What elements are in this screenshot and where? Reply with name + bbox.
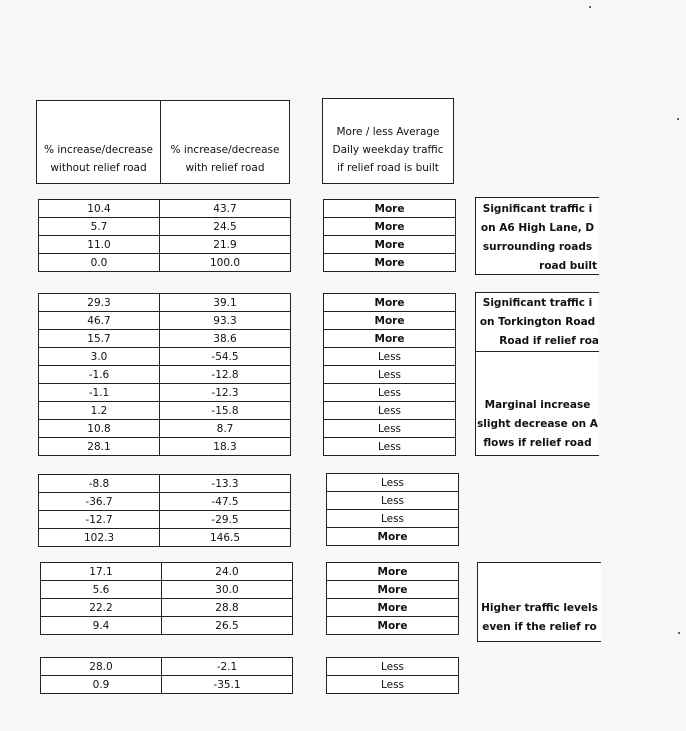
- more-less-cell: Less: [327, 474, 459, 492]
- note-line: Marginal increase: [484, 399, 591, 411]
- more-less-cell: Less: [324, 384, 456, 402]
- table-row: [324, 330, 456, 348]
- with-cell: 24.0: [162, 563, 293, 581]
- table-row: [324, 254, 456, 272]
- more-less-cell: More: [324, 312, 456, 330]
- table-row: [39, 218, 291, 236]
- without-cell: 28.0: [41, 658, 162, 676]
- note-line: slight decrease on A: [477, 418, 598, 430]
- table-row: [39, 254, 291, 272]
- table-row: [41, 563, 293, 581]
- table-row: [324, 348, 456, 366]
- without-cell: 102.3: [39, 529, 160, 547]
- without-cell: 28.1: [39, 438, 160, 456]
- with-cell: 8.7: [160, 420, 291, 438]
- table-row: [39, 475, 291, 493]
- values-table-group-4: [40, 562, 293, 635]
- more-less-cell: Less: [324, 366, 456, 384]
- more-less-cell: Less: [324, 402, 456, 420]
- with-cell: 39.1: [160, 294, 291, 312]
- scan-speck: [589, 6, 591, 8]
- more-less-cell: Less: [324, 438, 456, 456]
- more-less-cell: Less: [324, 420, 456, 438]
- more-less-table-group-1: [323, 199, 456, 272]
- with-cell: 26.5: [162, 617, 293, 635]
- without-cell: 3.0: [39, 348, 160, 366]
- with-cell: 18.3: [160, 438, 291, 456]
- without-cell: 17.1: [41, 563, 162, 581]
- without-cell: 9.4: [41, 617, 162, 635]
- more-less-cell: Less: [327, 492, 459, 510]
- table-row: [41, 676, 293, 694]
- table-row: [39, 511, 291, 529]
- note-line: even if the relief ro: [482, 621, 597, 633]
- without-cell: 1.2: [39, 402, 160, 420]
- table-row: [324, 200, 456, 218]
- more-less-table-group-3: [326, 473, 459, 546]
- with-cell: 93.3: [160, 312, 291, 330]
- table-row: [324, 366, 456, 384]
- with-cell: -12.8: [160, 366, 291, 384]
- scan-speck: [678, 632, 680, 634]
- values-table-group-1: [38, 199, 291, 272]
- table-row: [327, 617, 459, 635]
- without-cell: -12.7: [39, 511, 160, 529]
- table-row: [327, 563, 459, 581]
- more-less-cell: More: [327, 599, 459, 617]
- note-box-torkington-road: [475, 292, 599, 352]
- table-row: [39, 236, 291, 254]
- more-less-cell: More: [327, 563, 459, 581]
- note-line: Higher traffic levels: [481, 602, 598, 614]
- table-row: [324, 294, 456, 312]
- more-less-table-group-5: [326, 657, 459, 694]
- table-row: [324, 312, 456, 330]
- scan-speck: [677, 118, 679, 120]
- table-row: [327, 474, 459, 492]
- table-row: [327, 510, 459, 528]
- without-cell: 10.8: [39, 420, 160, 438]
- more-less-cell: Less: [327, 676, 459, 694]
- table-row: [324, 420, 456, 438]
- more-less-cell: Less: [327, 658, 459, 676]
- with-cell: -47.5: [160, 493, 291, 511]
- without-cell: 11.0: [39, 236, 160, 254]
- more-less-table-group-2: [323, 293, 456, 456]
- more-less-cell: Less: [324, 348, 456, 366]
- header-with-relief-road: [160, 100, 290, 184]
- with-cell: 146.5: [160, 529, 291, 547]
- table-row: [327, 676, 459, 694]
- table-row: [324, 438, 456, 456]
- note-box-higher-traffic: [477, 562, 601, 642]
- table-row: [39, 330, 291, 348]
- more-less-cell: More: [324, 330, 456, 348]
- with-cell: -29.5: [160, 511, 291, 529]
- header-line: Daily weekday traffic: [332, 144, 444, 156]
- more-less-cell: More: [327, 581, 459, 599]
- table-row: [41, 658, 293, 676]
- with-cell: -15.8: [160, 402, 291, 420]
- table-row: [39, 348, 291, 366]
- more-less-cell: More: [324, 254, 456, 272]
- more-less-table-group-4: [326, 562, 459, 635]
- header-line: More / less Average: [336, 126, 440, 138]
- without-cell: -1.1: [39, 384, 160, 402]
- header-line: % increase/decrease: [170, 144, 280, 156]
- more-less-cell: More: [324, 294, 456, 312]
- with-cell: -12.3: [160, 384, 291, 402]
- table-row: [327, 658, 459, 676]
- table-row: [324, 402, 456, 420]
- header-line: % increase/decrease: [44, 144, 153, 156]
- table-row: [39, 420, 291, 438]
- header-line: without relief road: [50, 162, 147, 174]
- note-line: on A6 High Lane, D: [480, 222, 595, 234]
- more-less-cell: More: [327, 617, 459, 635]
- table-row: [39, 402, 291, 420]
- with-cell: 24.5: [160, 218, 291, 236]
- without-cell: 10.4: [39, 200, 160, 218]
- note-box-marginal-increase: [475, 352, 599, 456]
- table-row: [327, 599, 459, 617]
- header-without-relief-road: [36, 100, 161, 184]
- without-cell: 5.6: [41, 581, 162, 599]
- more-less-cell: More: [324, 218, 456, 236]
- with-cell: 43.7: [160, 200, 291, 218]
- with-cell: 30.0: [162, 581, 293, 599]
- without-cell: 0.0: [39, 254, 160, 272]
- table-row: [41, 617, 293, 635]
- table-row: [327, 492, 459, 510]
- note-line: Road if relief roa: [499, 335, 599, 347]
- with-cell: -35.1: [162, 676, 293, 694]
- more-less-cell: Less: [327, 510, 459, 528]
- table-row: [39, 312, 291, 330]
- without-cell: 15.7: [39, 330, 160, 348]
- note-line: flows if relief road: [483, 437, 592, 449]
- with-cell: -2.1: [162, 658, 293, 676]
- table-row: [39, 529, 291, 547]
- table-row: [327, 528, 459, 546]
- note-line: surrounding roads: [482, 241, 593, 253]
- without-cell: -8.8: [39, 475, 160, 493]
- header-line: if relief road is built: [337, 162, 439, 174]
- more-less-cell: More: [324, 236, 456, 254]
- header-more-less-traffic: [322, 98, 454, 184]
- with-cell: 28.8: [162, 599, 293, 617]
- table-row: [327, 581, 459, 599]
- more-less-cell: More: [327, 528, 459, 546]
- note-box-a6-high-lane: [475, 197, 599, 275]
- table-row: [324, 384, 456, 402]
- table-row: [41, 581, 293, 599]
- table-row: [39, 438, 291, 456]
- without-cell: 0.9: [41, 676, 162, 694]
- note-line: road built: [539, 260, 597, 272]
- header-line: with relief road: [185, 162, 265, 174]
- without-cell: 22.2: [41, 599, 162, 617]
- note-line: Significant traffic i: [482, 297, 593, 309]
- values-table-group-3: [38, 474, 291, 547]
- table-row: [39, 366, 291, 384]
- table-row: [39, 294, 291, 312]
- with-cell: 100.0: [160, 254, 291, 272]
- without-cell: 46.7: [39, 312, 160, 330]
- more-less-cell: More: [324, 200, 456, 218]
- without-cell: 29.3: [39, 294, 160, 312]
- values-table-group-5: [40, 657, 293, 694]
- without-cell: 5.7: [39, 218, 160, 236]
- with-cell: -13.3: [160, 475, 291, 493]
- table-row: [324, 236, 456, 254]
- table-row: [39, 200, 291, 218]
- with-cell: -54.5: [160, 348, 291, 366]
- table-row: [324, 218, 456, 236]
- without-cell: -1.6: [39, 366, 160, 384]
- table-row: [39, 493, 291, 511]
- without-cell: -36.7: [39, 493, 160, 511]
- with-cell: 38.6: [160, 330, 291, 348]
- note-line: on Torkington Road: [479, 316, 596, 328]
- values-table-group-2: [38, 293, 291, 456]
- table-row: [41, 599, 293, 617]
- note-line: Significant traffic i: [482, 203, 593, 215]
- table-row: [39, 384, 291, 402]
- with-cell: 21.9: [160, 236, 291, 254]
